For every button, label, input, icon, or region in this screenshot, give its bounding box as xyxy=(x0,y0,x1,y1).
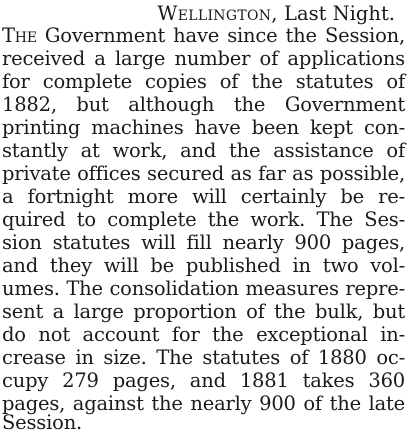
dateline-time: Last Night. xyxy=(284,2,395,25)
article-line-11: and they will be published in two vol- xyxy=(2,254,405,277)
article-line-9: quired to complete the work. The Ses- xyxy=(2,208,405,231)
article-line-6: stantly at work, and the assistance of xyxy=(2,139,405,162)
article-line-7: private offices secured as far as possible, xyxy=(2,162,405,185)
article-line-18: Session. xyxy=(2,411,83,434)
dateline xyxy=(0,3,395,25)
dateline-place: Wellington, xyxy=(157,2,278,25)
article-line-14: do not account for the exceptional in- xyxy=(2,323,405,346)
article-line-2: received a large number of applications xyxy=(2,47,405,70)
article-line-3: for complete copies of the statutes of xyxy=(2,70,405,93)
article-line-4: 1882, but although the Government xyxy=(2,93,405,116)
article-line-15: crease in size. The statutes of 1880 oc- xyxy=(2,346,405,369)
article-line-1-text: Government have since the Session, xyxy=(44,24,405,47)
article-line-16: cupy 279 pages, and 1881 takes 360 xyxy=(2,369,405,392)
article-lead-word: The xyxy=(2,24,37,47)
article-line-5: printing machines have been kept con- xyxy=(2,116,405,139)
article-line-8: a fortnight more will certainly be re- xyxy=(2,185,405,208)
article-line-1 xyxy=(2,24,405,48)
article-line-13: sent a large proportion of the bulk, but xyxy=(2,300,405,323)
article-line-12: umes. The consolidation measures repre- xyxy=(2,277,405,300)
article-line-17: pages, against the nearly 900 of the late xyxy=(2,392,405,415)
article-line-10: sion statutes will fill nearly 900 pages, xyxy=(2,231,405,254)
